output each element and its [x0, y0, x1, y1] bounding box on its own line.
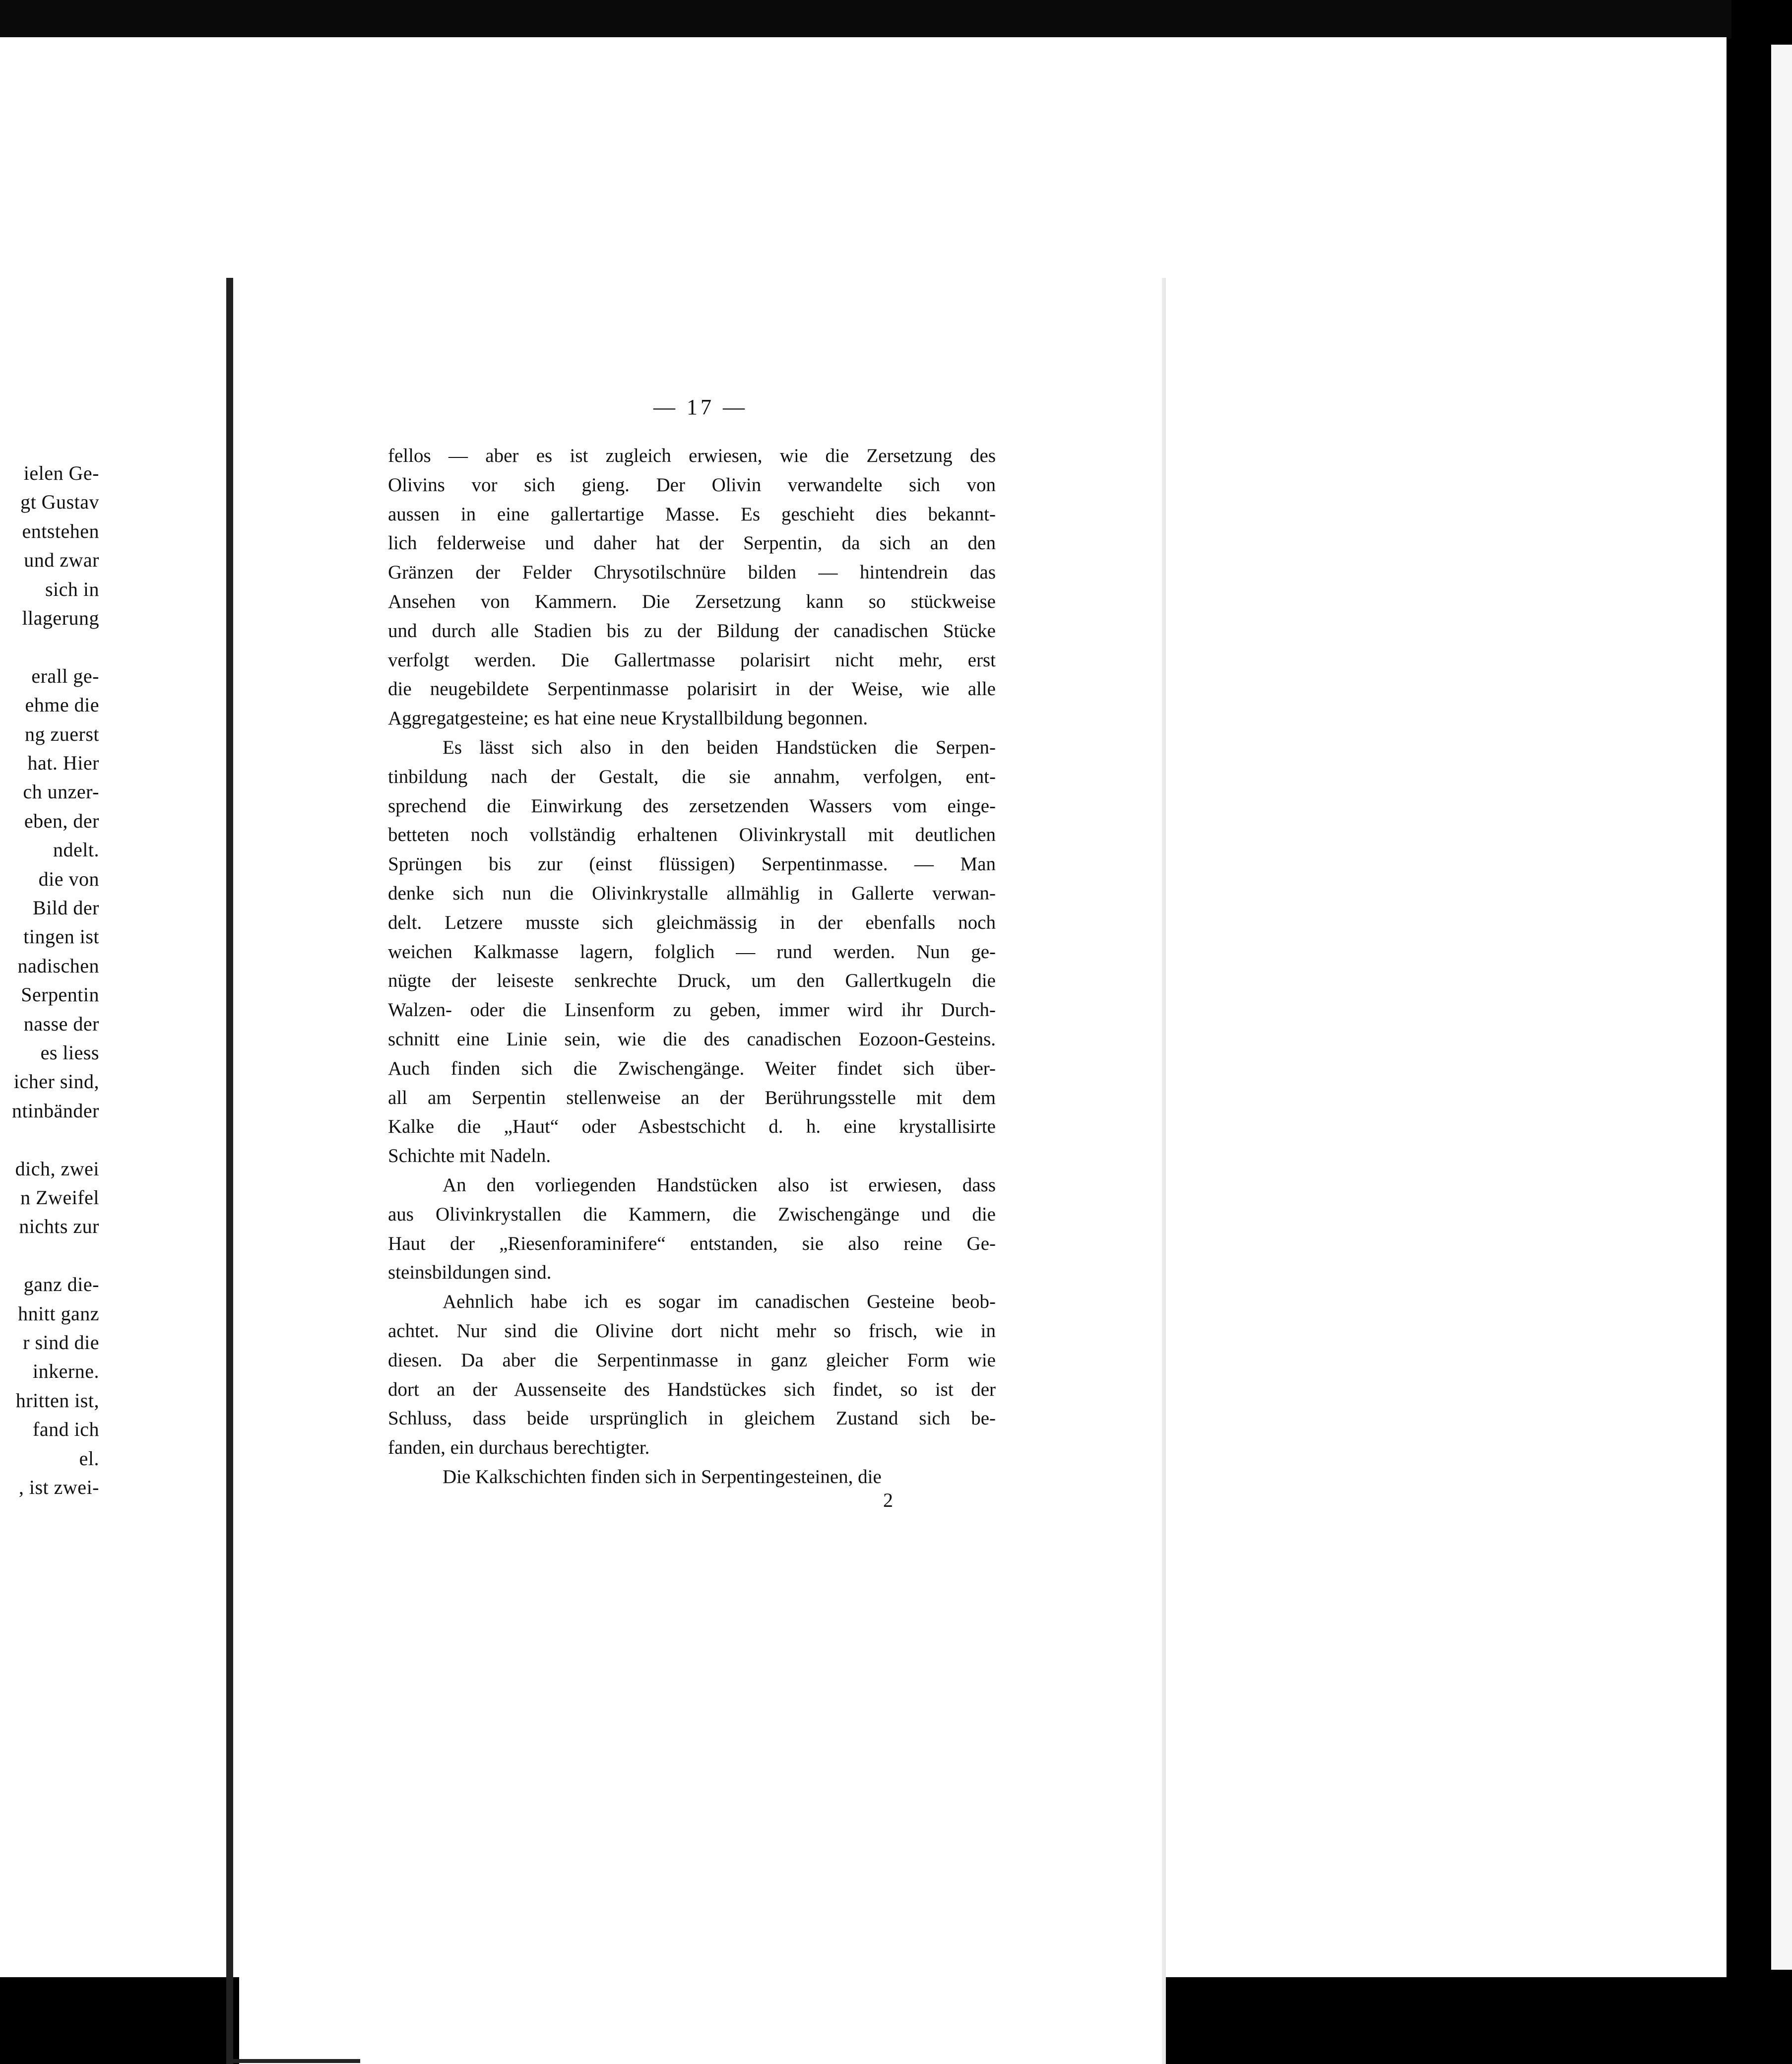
text-line: sprechend die Einwirkung des zersetzenden Wassers vom einge-	[388, 795, 996, 817]
fragment-line: ielen Ge-	[23, 462, 99, 484]
page-left-edge	[226, 278, 233, 2064]
text-line: Schichte mit Nadeln.	[388, 1145, 551, 1167]
signature-mark: 2	[883, 1489, 893, 1511]
page-number: — 17 —	[653, 395, 748, 419]
fragment-line: gt Gustav	[20, 491, 99, 514]
fragment-line: und zwar	[24, 549, 99, 572]
fragment-line: inkerne.	[33, 1360, 99, 1383]
text-line: verfolgt werden. Die Gallertmasse polarisirt nicht mehr, erst	[388, 649, 996, 671]
fragment-line: nadischen	[17, 954, 99, 977]
text-line: weichen Kalkmasse lagern, folglich — rund werden. Nun ge-	[388, 941, 996, 963]
text-line: Auch finden sich die Zwischengänge. Weiter findet sich über-	[388, 1057, 996, 1079]
text-line: Ansehen von Kammern. Die Zersetzung kann so stückweise	[388, 590, 996, 612]
fragment-line: Bild der	[33, 897, 99, 919]
fragment-line: nichts zur	[19, 1215, 99, 1238]
fragment-line: hat. Hier	[27, 752, 99, 774]
fragment-line: ndelt.	[53, 838, 99, 861]
text-line: fellos — aber es ist zugleich erwiesen, wie die Zersetzung des	[388, 445, 996, 466]
text-line: schnitt eine Linie sein, wie die des canadischen Eozoon-Gesteins.	[388, 1028, 996, 1050]
text-line: achtet. Nur sind die Olivine dort nicht mehr so frisch, wie in	[388, 1320, 996, 1342]
text-line: und durch alle Stadien bis zu der Bildung der canadischen Stücke	[388, 620, 996, 642]
fragment-line: icher sind,	[13, 1070, 99, 1093]
page-bottom-edge	[226, 2059, 360, 2063]
fragment-line: sich in	[45, 578, 99, 600]
text-line: denke sich nun die Olivinkrystalle allmählig in Gallerte verwan-	[388, 882, 996, 904]
fragment-line: llagerung	[22, 607, 99, 629]
text-line: Kalke die „Haut“ oder Asbestschicht d. h. eine krystallisirte	[388, 1116, 996, 1138]
fragment-line: eben, der	[24, 809, 99, 832]
fragment-line: tingen ist	[23, 925, 99, 948]
text-line: aussen in eine gallertartige Masse. Es geschieht dies bekannt-	[388, 503, 996, 525]
text-line: Aggregatgesteine; es hat eine neue Krystallbildung begonnen.	[388, 708, 868, 729]
text-line: Gränzen der Felder Chrysotilschnüre bilden — hintendrein das	[388, 562, 996, 583]
text-line: steinsbildungen sind.	[388, 1262, 552, 1284]
previous-page-fragment	[0, 40, 218, 1727]
text-line: Schluss, dass beide ursprünglich in gleichem Zustand sich be-	[388, 1408, 996, 1429]
text-line: die neugebildete Serpentinmasse polarisirt in der Weise, wie alle	[388, 678, 996, 700]
next-page-edge	[1771, 45, 1792, 1970]
fragment-line: ntinbänder	[11, 1099, 99, 1122]
text-line: fanden, ein durchaus berechtigter.	[388, 1437, 650, 1459]
fragment-line: r sind die	[23, 1331, 99, 1354]
text-line: Aehnlich habe ich es sogar im canadischen Gesteine beob-	[443, 1291, 996, 1313]
fragment-line: dich, zwei	[15, 1157, 99, 1180]
fragment-line: ch unzer-	[23, 780, 99, 803]
fragment-line: ng zuerst	[24, 722, 99, 745]
text-line: aus Olivinkrystallen die Kammern, die Zwischengänge und die	[388, 1203, 996, 1225]
text-line: all am Serpentin stellenweise an der Berührungsstelle mit dem	[388, 1087, 996, 1108]
text-line: Sprüngen bis zur (einst flüssigen) Serpentinmasse. — Man	[388, 853, 996, 875]
fragment-line: nasse der	[23, 1012, 99, 1035]
fragment-line: , ist zwei-	[18, 1476, 99, 1498]
text-line: Haut der „Riesenforaminifere“ entstanden, sie also reine Ge-	[388, 1232, 996, 1254]
text-line: tinbildung nach der Gestalt, die sie annahm, verfolgen, ent-	[388, 766, 996, 787]
book-page	[239, 278, 1162, 2064]
fragment-line: n Zweifel	[20, 1186, 99, 1209]
scan-top-border	[0, 0, 1792, 39]
text-line: Es lässt sich also in den beiden Handstücken die Serpen-	[443, 736, 996, 758]
fragment-line: el.	[79, 1447, 99, 1470]
text-line: lich felderweise und daher hat der Serpentin, da sich an den	[388, 532, 996, 554]
fragment-line: die von	[38, 867, 99, 890]
fragment-line: Serpentin	[21, 983, 99, 1006]
text-line: An den vorliegenden Handstücken also ist erwiesen, dass	[443, 1174, 996, 1196]
fragment-line: fand ich	[33, 1418, 99, 1441]
fragment-line: ganz die-	[23, 1273, 99, 1296]
text-line: betteten noch vollständig erhaltenen Olivinkrystall mit deutlichen	[388, 824, 996, 846]
text-line: Die Kalkschichten finden sich in Serpentingesteinen, die	[443, 1466, 882, 1487]
text-line: Olivins vor sich gieng. Der Olivin verwandelte sich von	[388, 474, 996, 496]
fragment-line: ehme die	[25, 694, 99, 716]
page-body-text	[388, 442, 996, 1492]
fragment-line: hnitt ganz	[18, 1302, 99, 1325]
text-line: nügte der leiseste senkrechte Druck, um den Gallertkugeln die	[388, 970, 996, 992]
text-line: diesen. Da aber die Serpentinmasse in ganz gleicher Form wie	[388, 1349, 996, 1371]
fragment-line: entstehen	[22, 519, 99, 542]
fragment-line: erall ge-	[31, 664, 99, 687]
fragment-line: hritten ist,	[15, 1389, 99, 1412]
text-line: delt. Letzere musste sich gleichmässig in der ebenfalls noch	[388, 911, 996, 933]
text-line: Walzen- oder die Linsenform zu geben, immer wird ihr Durch-	[388, 999, 996, 1021]
fragment-line: es liess	[40, 1041, 99, 1064]
text-line: dort an der Aussenseite des Handstückes sich findet, so ist der	[388, 1378, 996, 1400]
